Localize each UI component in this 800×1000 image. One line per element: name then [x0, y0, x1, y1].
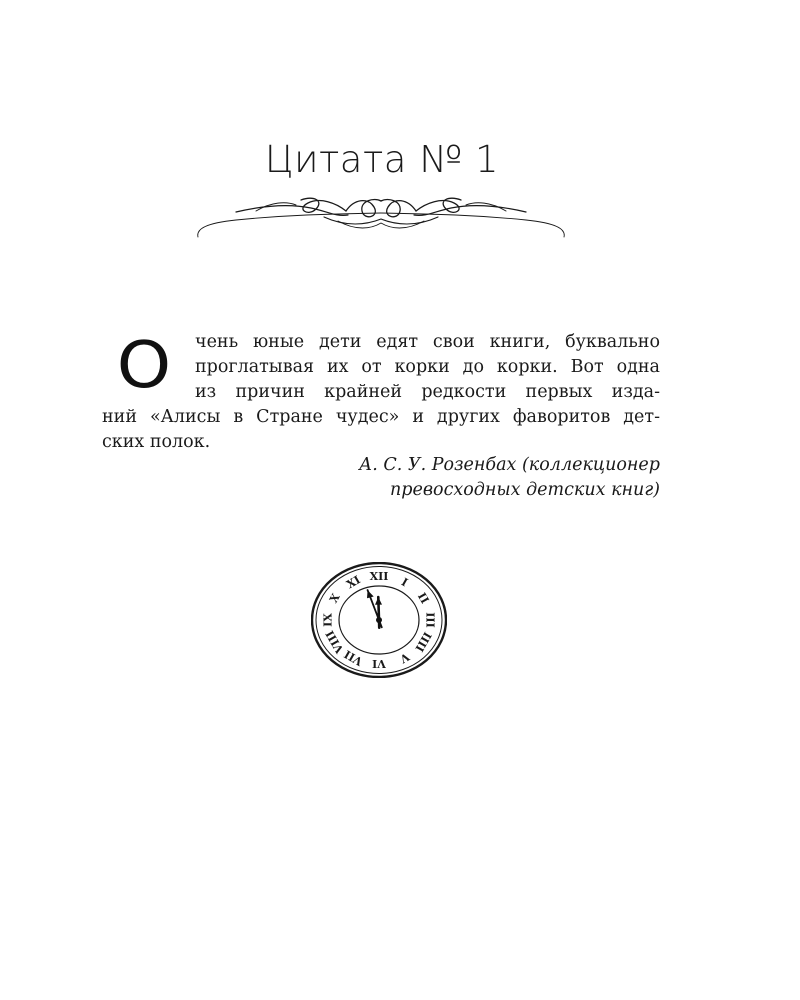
quote-attribution: превосходных детских книг): [390, 480, 660, 500]
quote-line: ний «Алисы в Стране чудес» и других фаворитов дет-: [102, 407, 660, 427]
clock-numeral: VIII: [323, 628, 347, 656]
clock-center-hub: [376, 617, 382, 623]
drop-cap: [102, 335, 186, 399]
clock-numeral: VII: [342, 647, 365, 669]
clock-numeral: V: [397, 649, 412, 666]
clock-numeral: II: [414, 590, 432, 606]
clock-numeral: VI: [372, 657, 386, 670]
clock-numeral: IX: [321, 613, 335, 627]
quote-attribution: А. С. У. Розенбах (коллекционер: [359, 455, 660, 475]
clock-numeral: XI: [344, 573, 363, 592]
page-title: Цитата № 1: [264, 138, 500, 181]
clock-numeral: X: [327, 591, 343, 606]
clock-icon: [311, 562, 447, 678]
quote-line: чень юные дети едят свои книги, буквально: [195, 332, 660, 352]
ornamental-flourish-icon: [196, 193, 566, 241]
clock-numeral: III: [423, 612, 437, 628]
quote-line: ских полок.: [102, 432, 211, 452]
clock-numeral: I: [399, 575, 410, 590]
quote-line: проглатывая их от корки до корки. Вот одна: [195, 357, 660, 377]
quote-line: из причин крайней редкости первых изда-: [195, 382, 660, 402]
clock-numeral: XII: [369, 570, 389, 583]
clock-numeral: IIII: [412, 629, 434, 654]
drop-cap-letter: О: [116, 335, 172, 399]
